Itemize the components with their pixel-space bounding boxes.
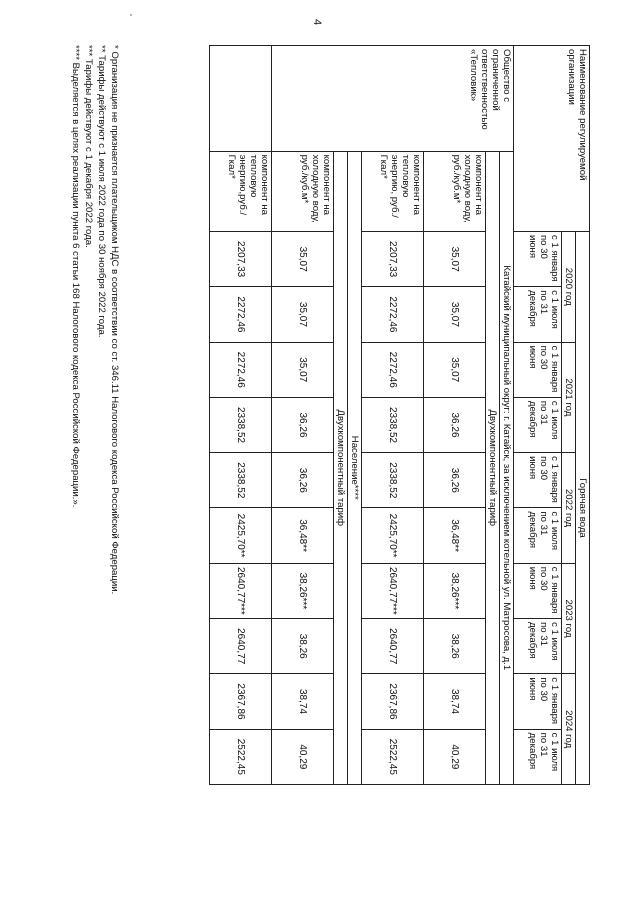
footnote-4: **** Выделяется в целях реализации пункта 6 статьи 168 Налогового кодекса Российской Федерации.».	[70, 45, 82, 508]
value-cell: 2522,45	[361, 729, 423, 784]
value-cell: 2338,52	[361, 453, 423, 508]
organization-name: Общество с ограниченной ответственностью «Тепловик»	[271, 46, 513, 152]
hot-water-header: Горячая вода	[575, 231, 589, 784]
year-2023: 2023 год	[561, 563, 575, 674]
period-h2-2021: с 1 июля по 31 декабря	[513, 397, 561, 452]
table-row	[361, 46, 423, 785]
value-cell: 38,26	[271, 619, 333, 674]
value-cell: 2367,86	[361, 674, 423, 729]
table-row	[271, 46, 333, 785]
value-cell: 2338,52	[361, 397, 423, 452]
value-cell: 35,07	[271, 342, 333, 397]
period-h1-2022: с 1 января по 30 июня	[513, 453, 561, 508]
year-2021: 2021 год	[561, 342, 575, 453]
value-cell: 38,74	[423, 674, 485, 729]
population-row	[347, 46, 361, 785]
value-cell: 2338,52	[209, 397, 271, 452]
period-h1-2023: с 1 января по 30 июня	[513, 563, 561, 618]
table-row	[423, 46, 485, 785]
value-cell: 2640,77	[209, 619, 271, 674]
value-cell: 36,26	[423, 397, 485, 452]
tariff-type-row-2	[333, 46, 347, 785]
period-h1-2020: с 1 января по 30 июня	[513, 231, 561, 286]
population-label: Население****	[347, 151, 361, 784]
value-cell: 36,26	[271, 453, 333, 508]
footnote-3: *** Тарифы действуют с 1 декабря 2022 года.	[83, 45, 95, 248]
value-cell: 36,48**	[271, 508, 333, 563]
header-row-1	[575, 46, 589, 785]
value-cell: 40,29	[271, 729, 333, 784]
footnotes	[68, 45, 120, 825]
value-cell: 2338,52	[209, 453, 271, 508]
period-h2-2024: с 1 июля по 31 декабря	[513, 729, 561, 784]
rotated-page-content	[30, 45, 590, 865]
value-cell: 35,07	[423, 287, 485, 342]
period-h1-2024: с 1 января по 30 июня	[513, 674, 561, 729]
footnote-2: ** Тарифы действуют с 1 июля 2022 года по 30 ноября 2022 года.	[96, 45, 108, 338]
value-cell: 2640,77***	[361, 563, 423, 618]
table-row	[209, 46, 271, 785]
component-label: компонент на тепловую энергию, руб./Гкал*	[361, 151, 423, 231]
component-label: компонент на холодную воду, руб./куб.м*	[423, 151, 485, 231]
tariff-table	[209, 45, 590, 785]
footnote-1: * Организация не признается плательщиком НДС в соответствии со ст. 346.11 Налогового кодекса Российской Федерации.	[109, 45, 120, 595]
value-cell: 36,48**	[423, 508, 485, 563]
value-cell: 2272,46	[361, 342, 423, 397]
tariff-type-label: Двухкомпонентный тариф	[333, 151, 347, 784]
value-cell: 2207,33	[361, 231, 423, 286]
value-cell: 35,07	[423, 231, 485, 286]
value-cell: 35,07	[271, 231, 333, 286]
empty-cell	[209, 46, 271, 152]
value-cell: 36,26	[271, 397, 333, 452]
value-cell: 2367,86	[209, 674, 271, 729]
year-2022: 2022 год	[561, 453, 575, 564]
period-h1-2021: с 1 января по 30 июня	[513, 342, 561, 397]
period-h2-2022: с 1 июля по 31 декабря	[513, 508, 561, 563]
value-cell: 40,29	[423, 729, 485, 784]
org-header: Наименование регулируемой организации	[513, 46, 589, 232]
year-2020: 2020 год	[561, 231, 575, 342]
scan-speck	[130, 14, 132, 16]
value-cell: 38,26	[423, 619, 485, 674]
value-cell: 2640,77	[361, 619, 423, 674]
value-cell: 35,07	[423, 342, 485, 397]
value-cell: 2272,46	[209, 287, 271, 342]
year-2024: 2024 год	[561, 674, 575, 785]
value-cell: 35,07	[271, 287, 333, 342]
component-label: компонент на холодную воду, руб./куб.м*	[271, 151, 333, 231]
value-cell: 2425,70**	[361, 508, 423, 563]
tariff-type-row-1	[485, 46, 499, 785]
territory-row	[499, 46, 513, 785]
territory-label: Катайский муниципальный округ: г. Катайск, за исключением котельной ул. Матросова, д.1	[499, 151, 513, 784]
period-h2-2023: с 1 июля по 31 декабря	[513, 619, 561, 674]
value-cell: 2272,46	[209, 342, 271, 397]
value-cell: 2425,70**	[209, 508, 271, 563]
value-cell: 36,26	[423, 453, 485, 508]
value-cell: 38,26***	[423, 563, 485, 618]
value-cell: 2640,77***	[209, 563, 271, 618]
value-cell: 38,74	[271, 674, 333, 729]
tariff-type-label: Двухкомпонентный тариф	[485, 151, 499, 784]
component-label: компонент на тепловую энергию,руб./Гкал*	[209, 151, 271, 231]
value-cell: 2272,46	[361, 287, 423, 342]
value-cell: 38,26***	[271, 563, 333, 618]
period-h2-2020: с 1 июля по 31 декабря	[513, 287, 561, 342]
value-cell: 2522,45	[209, 729, 271, 784]
value-cell: 2207,33	[209, 231, 271, 286]
page-number: 4	[311, 18, 324, 26]
